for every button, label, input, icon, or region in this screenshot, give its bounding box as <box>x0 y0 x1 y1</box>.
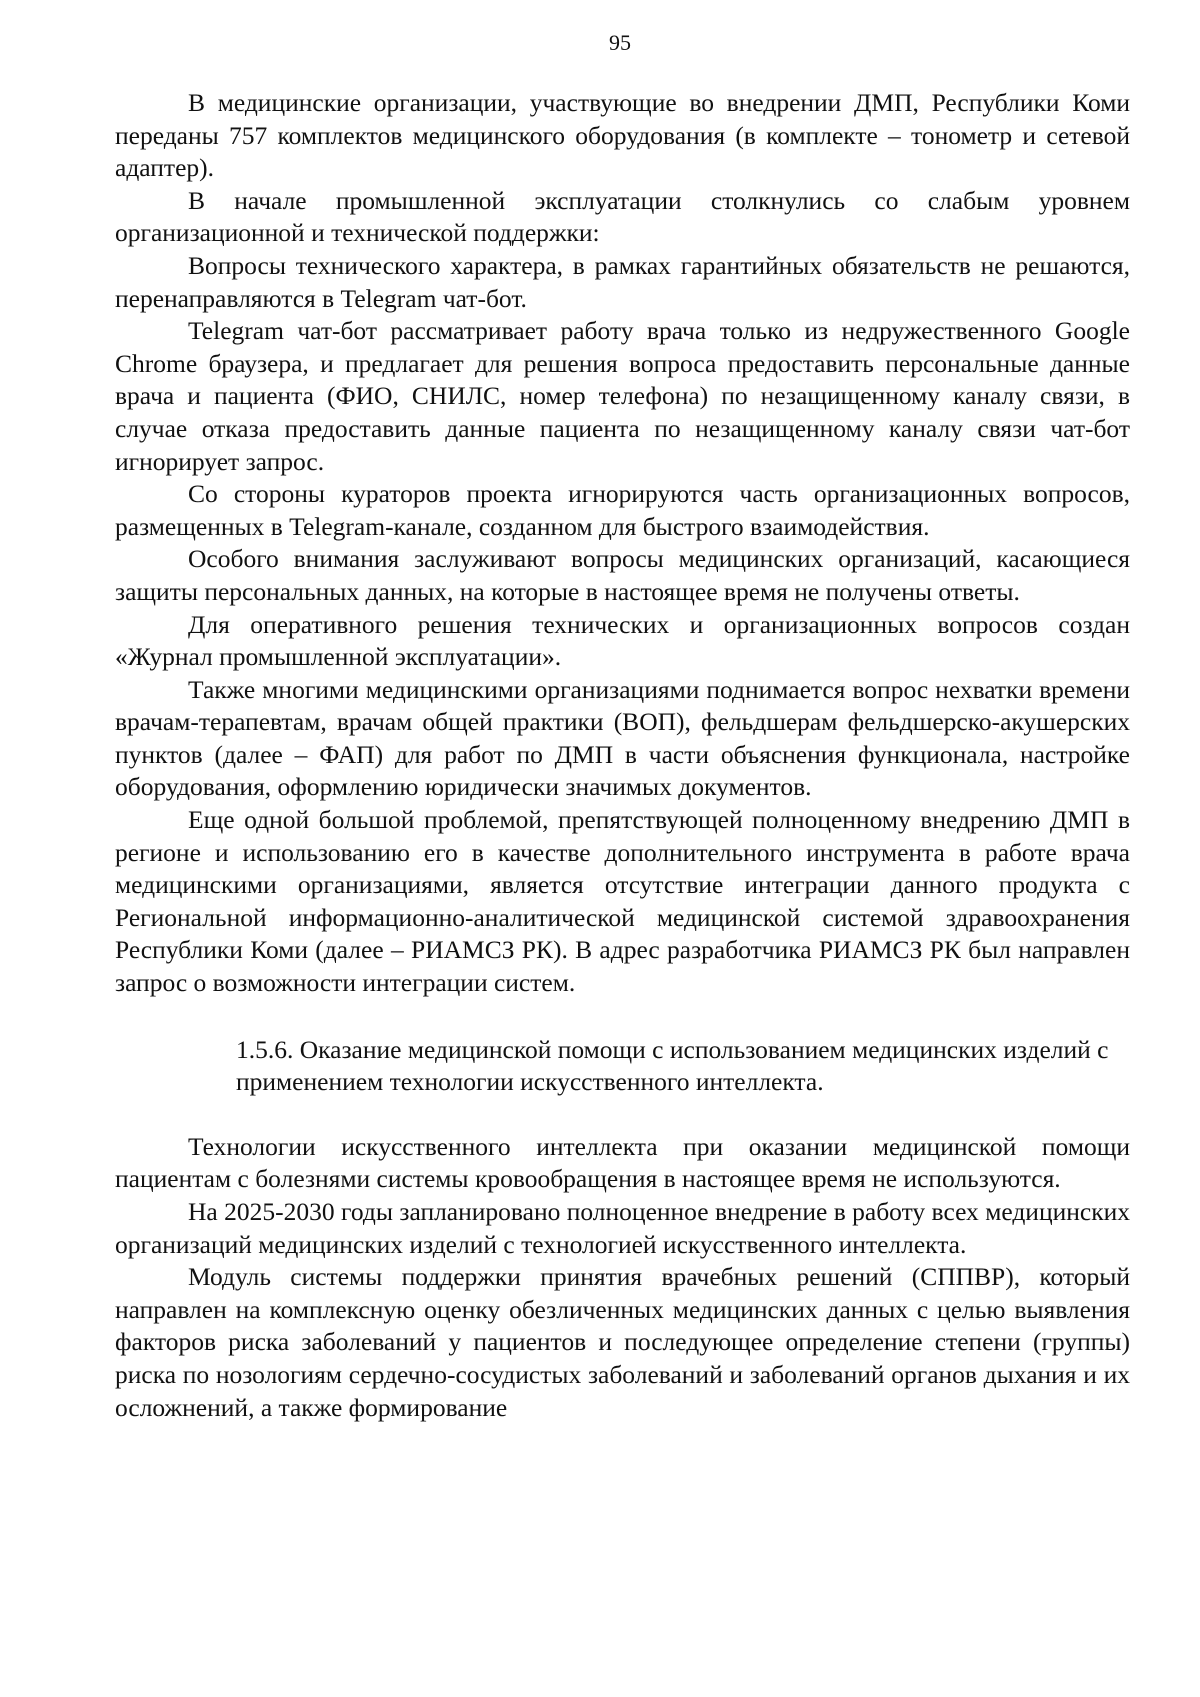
section-heading: 1.5.6. Оказание медицинской помощи с использованием медицинских изделий с применением технологии искусственного интеллекта. <box>236 1034 1109 1097</box>
document-body <box>115 87 1130 1424</box>
paragraph: Для оперативного решения технических и организационных вопросов создан «Журнал промышленной эксплуатации». <box>115 609 1130 672</box>
paragraph: Вопросы технического характера, в рамках гарантийных обязательств не решаются, перенаправляются в Telegram чат-бот. <box>115 250 1130 313</box>
paragraph: Особого внимания заслуживают вопросы медицинских организаций, касающиеся защиты персональных данных, на которые в настоящее время не получены ответы. <box>115 544 1130 606</box>
paragraph: Telegram чат-бот рассматривает работу врача только из недружественного Google Chrome браузера, и предлагает для решения вопроса предоставить персональные данные врача и пациента (ФИО, СНИЛС, номер телефона) по незащищенному каналу связи, в случае отказа предоставить данные пациента по незащищенному каналу связи чат-бот игнорирует запрос. <box>115 316 1130 476</box>
paragraph: Еще одной большой проблемой, препятствующей полноценному внедрению ДМП в регионе и использованию его в качестве дополнительного инструмента в работе врача медицинскими организациями, является отсутствие интеграции данного продукта с Региональной информационно-аналитической медицинской системой здравоохранения Республики Коми (далее – РИАМСЗ РК). В адрес разработчика РИАМСЗ РК был направлен запрос о возможности интеграции систем. <box>115 805 1130 998</box>
paragraph: Технологии искусственного интеллекта при оказании медицинской помощи пациентам с болезнями системы кровообращения в настоящее время не используются. <box>115 1131 1130 1194</box>
paragraph: В медицинские организации, участвующие во внедрении ДМП, Республики Коми переданы 757 комплектов медицинского оборудования (в комплекте – тонометр и сетевой адаптер). <box>115 88 1130 183</box>
paragraph: Модуль системы поддержки принятия врачебных решений (СППВР), который направлен на комплексную оценку обезличенных медицинских данных с целью выявления факторов риска заболеваний у пациентов и последующее определение степени (группы) риска по нозологиям сердечно-сосудистых заболеваний и заболеваний органов дыхания и их осложнений, а также формирование <box>115 1262 1130 1422</box>
paragraph: На 2025-2030 годы запланировано полноценное внедрение в работу всех медицинских организаций медицинских изделий с технологией искусственного интеллекта. <box>115 1197 1130 1259</box>
paragraph: В начале промышленной эксплуатации столкнулись со слабым уровнем организационной и технической поддержки: <box>115 185 1130 248</box>
paragraph: Со стороны кураторов проекта игнорируются часть организационных вопросов, размещенных в Telegram-канале, созданном для быстрого взаимодействия. <box>115 479 1130 541</box>
page-number: 95 <box>609 30 631 55</box>
paragraph: Также многими медицинскими организациями поднимается вопрос нехватки времени врачам-терапевтам, врачам общей практики (ВОП), фельдшерам фельдшерско-акушерских пунктов (далее – ФАП) для работ по ДМП в части объяснения функционала, настройке оборудования, оформлению юридически значимых документов. <box>115 674 1130 802</box>
